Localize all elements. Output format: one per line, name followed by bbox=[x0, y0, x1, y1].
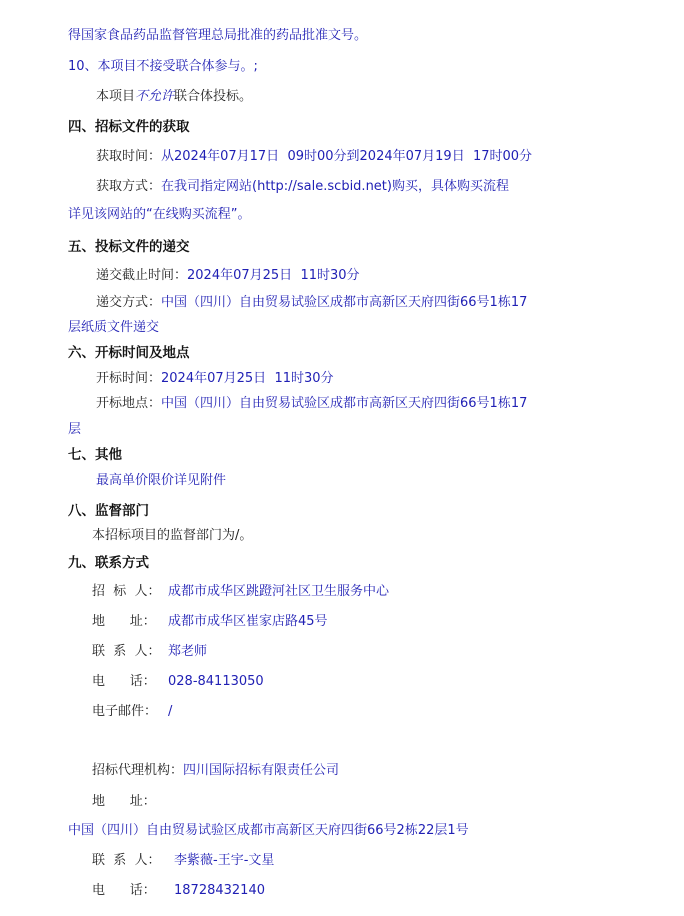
field-value: 中国（四川）自由贸易试验区成都市高新区天府四街66号1栋17 bbox=[161, 396, 528, 411]
field-row bbox=[96, 370, 334, 388]
contact-label: 地 址： bbox=[92, 794, 156, 809]
contact-label: 联 系 人： bbox=[92, 853, 161, 868]
field-label: 开标地点： bbox=[96, 396, 162, 411]
section-heading: 九、联系方式 bbox=[68, 555, 149, 571]
contact-row bbox=[92, 643, 207, 661]
paragraph-line: 得国家食品药品监督管理总局批准的药品批准文号。 bbox=[68, 28, 368, 43]
section-heading: 八、监督部门 bbox=[68, 503, 149, 519]
contact-value: 中国（四川）自由贸易试验区成都市高新区天府四街66号2栋22层1号 bbox=[68, 823, 469, 838]
field-row bbox=[96, 294, 527, 312]
contact-label: 电 话： bbox=[92, 883, 156, 898]
field-label: 获取方式： bbox=[96, 179, 162, 194]
paragraph-line: 层纸质文件递交 bbox=[68, 320, 160, 335]
field-row bbox=[96, 178, 509, 196]
contact-value: 成都市成华区崔家店路45号 bbox=[168, 614, 328, 629]
contact-row bbox=[92, 703, 172, 721]
contact-label: 电子邮件： bbox=[92, 704, 158, 719]
paragraph-line: 最高单价限价详见附件 bbox=[96, 473, 227, 488]
text-segment: 不允许 bbox=[135, 89, 175, 104]
section-heading: 六、开标时间及地点 bbox=[68, 345, 190, 361]
field-value: 2024年07月25日 11时30分 bbox=[187, 268, 360, 283]
field-value: 2024年07月25日 11时30分 bbox=[161, 371, 334, 386]
contact-value: 028-84113050 bbox=[168, 674, 264, 689]
field-value: 从2024年07月17日 09时00分到2024年07月19日 17时00分 bbox=[161, 149, 533, 164]
contact-value: / bbox=[168, 704, 173, 719]
section-heading: 七、其他 bbox=[68, 447, 122, 463]
contact-row bbox=[92, 882, 265, 900]
contact-row bbox=[92, 762, 339, 780]
field-row bbox=[96, 395, 527, 413]
field-label: 递交截止时间： bbox=[96, 268, 188, 283]
contact-label: 招 标 人： bbox=[92, 584, 161, 599]
contact-value: 郑老师 bbox=[168, 644, 208, 659]
contact-row bbox=[92, 852, 274, 870]
field-label: 递交方式： bbox=[96, 295, 162, 310]
contact-value: 四川国际招标有限责任公司 bbox=[183, 763, 340, 778]
contact-row bbox=[92, 673, 264, 691]
contact-value: 李紫薇-王宇-文星 bbox=[174, 853, 275, 868]
contact-row bbox=[92, 793, 168, 811]
section-heading: 五、投标文件的递交 bbox=[68, 239, 190, 255]
contact-row bbox=[92, 583, 389, 601]
contact-label: 招标代理机构： bbox=[92, 763, 184, 778]
contact-row bbox=[92, 613, 328, 631]
contact-value: 成都市成华区跳蹬河社区卫生服务中心 bbox=[168, 584, 390, 599]
text-segment: 联合体投标。 bbox=[174, 89, 253, 104]
paragraph-line: 层 bbox=[68, 422, 82, 437]
field-value: 中国（四川）自由贸易试验区成都市高新区天府四街66号1栋17 bbox=[161, 295, 528, 310]
paragraph-line: 本招标项目的监督部门为/。 bbox=[92, 528, 253, 543]
paragraph-line bbox=[96, 88, 252, 106]
field-label: 开标时间： bbox=[96, 371, 162, 386]
field-row bbox=[96, 267, 360, 285]
contact-label: 地 址： bbox=[92, 614, 156, 629]
paragraph-line: 10、本项目不接受联合体参与。; bbox=[68, 59, 258, 74]
contact-label: 电 话： bbox=[92, 674, 156, 689]
text-segment: 本项目 bbox=[96, 89, 136, 104]
field-row bbox=[96, 148, 532, 166]
field-value: 在我司指定网站(http://sale.scbid.net)购买，具体购买流程 bbox=[161, 179, 509, 194]
field-label: 获取时间： bbox=[96, 149, 162, 164]
paragraph-line: 详见该网站的“在线购买流程”。 bbox=[68, 207, 251, 222]
contact-label: 联 系 人： bbox=[92, 644, 161, 659]
section-heading: 四、招标文件的获取 bbox=[68, 119, 190, 135]
contact-value: 18728432140 bbox=[174, 883, 265, 898]
